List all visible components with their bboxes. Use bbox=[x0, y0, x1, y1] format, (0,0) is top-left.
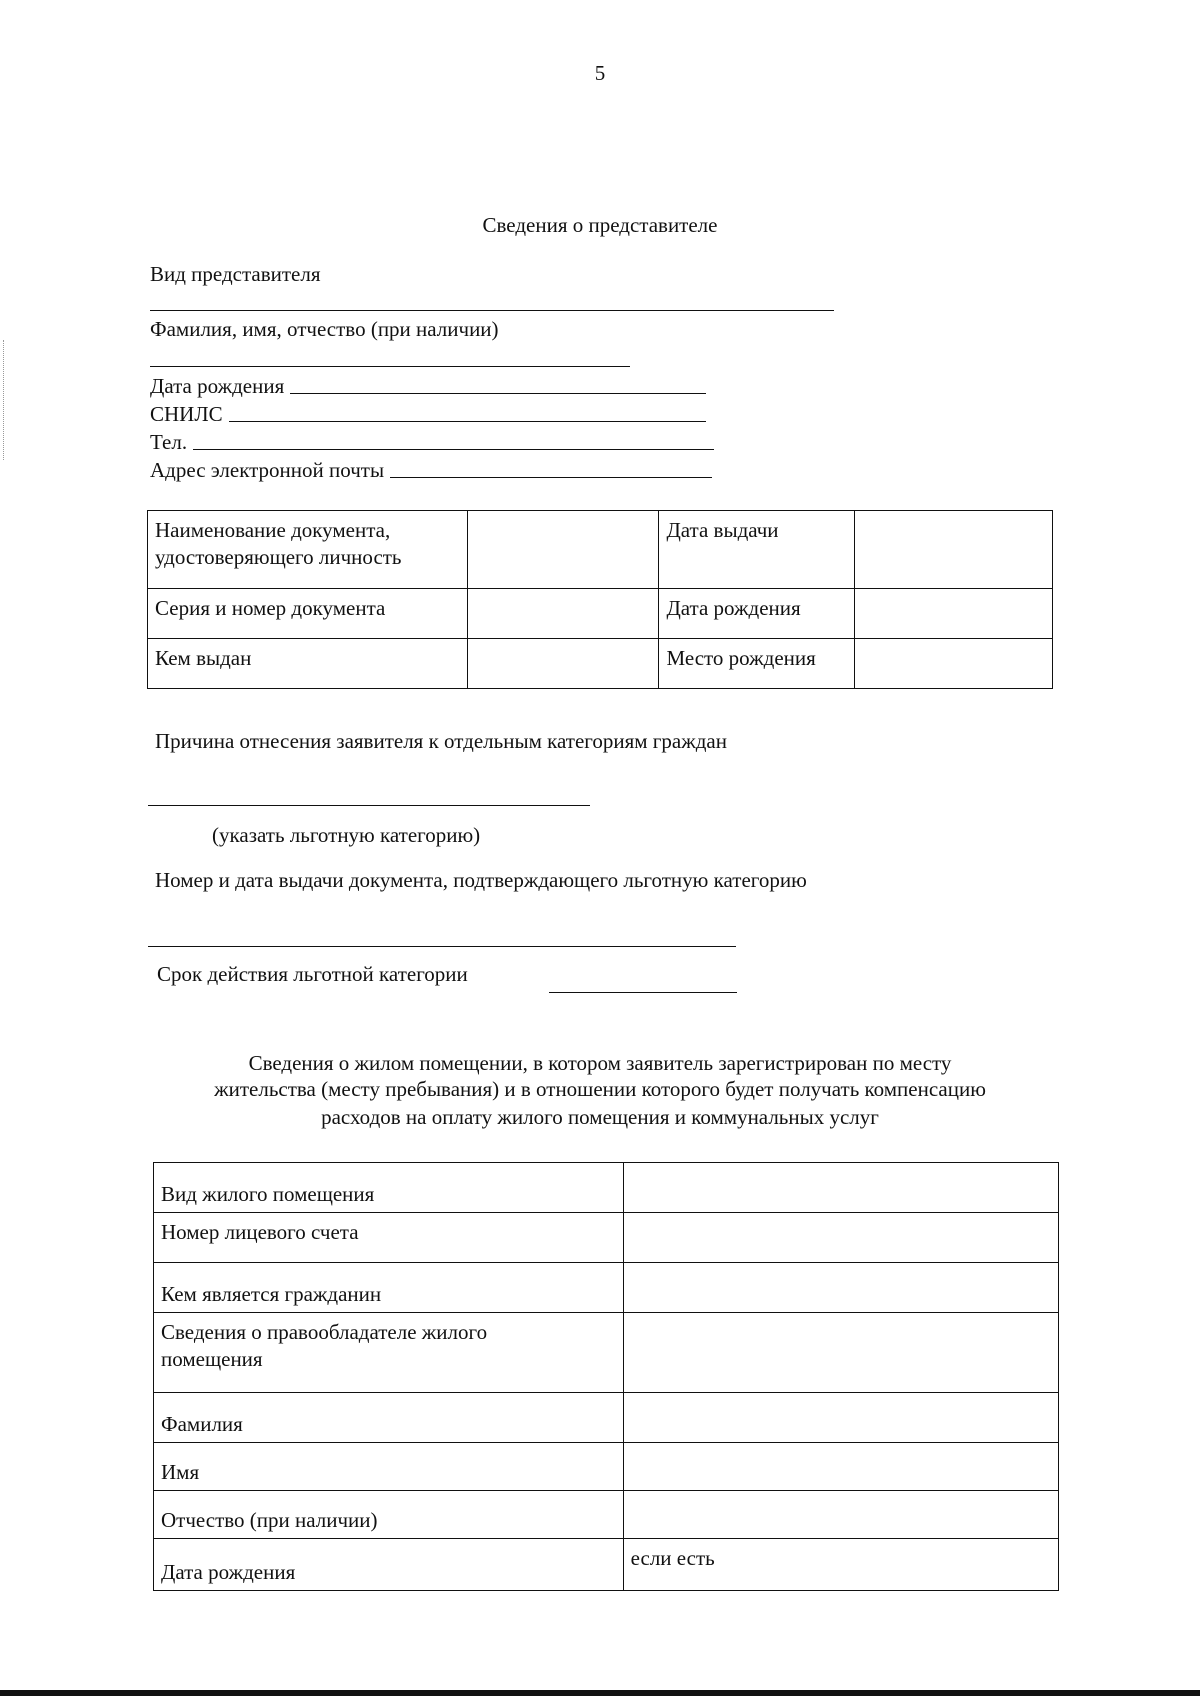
representative-phone-row bbox=[150, 430, 714, 454]
representative-phone-label: Тел. bbox=[150, 430, 188, 454]
id-document-table bbox=[147, 510, 1053, 689]
table-row bbox=[154, 1163, 1059, 1213]
category-validity-field[interactable] bbox=[549, 992, 737, 993]
representative-birth-date-row bbox=[150, 374, 706, 398]
category-validity-label: Срок действия льготной категории bbox=[157, 962, 468, 986]
id-doc-issuer-value[interactable] bbox=[467, 639, 659, 689]
category-reason-label: Причина отнесения заявителя к отдельным категориям граждан bbox=[155, 729, 727, 753]
housing-heading-line2: жительства (месту пребывания) и в отношении которого будет получать компенсацию bbox=[214, 1077, 986, 1101]
id-doc-series-label: Серия и номер документа bbox=[148, 589, 468, 639]
id-doc-issue-date-value[interactable] bbox=[855, 511, 1053, 589]
housing-owner-info-label: Сведения о правообладателе жилого помещения bbox=[154, 1313, 624, 1393]
housing-surname-value[interactable] bbox=[623, 1393, 1058, 1443]
representative-email-row bbox=[150, 458, 712, 482]
representative-type-label: Вид представителя bbox=[150, 262, 321, 286]
category-doc-label: Номер и дата выдачи документа, подтверждающего льготную категорию bbox=[155, 868, 807, 892]
representative-snils-label: СНИЛС bbox=[150, 402, 223, 426]
id-doc-issuer-label: Кем выдан bbox=[148, 639, 468, 689]
representative-birth-date-field[interactable] bbox=[290, 393, 706, 394]
housing-heading-line1: Сведения о жилом помещении, в котором заявитель зарегистрирован по месту bbox=[248, 1051, 952, 1075]
housing-citizen-role-value[interactable] bbox=[623, 1263, 1058, 1313]
housing-surname-label: Фамилия bbox=[154, 1393, 624, 1443]
scan-bottom-edge bbox=[0, 1690, 1200, 1696]
table-row bbox=[154, 1313, 1059, 1393]
housing-name-value[interactable] bbox=[623, 1443, 1058, 1491]
category-reason-field[interactable] bbox=[148, 805, 590, 806]
representative-birth-date-label: Дата рождения bbox=[150, 374, 285, 398]
housing-heading-line3: расходов на оплату жилого помещения и коммунальных услуг bbox=[321, 1105, 879, 1129]
id-doc-birth-date-value[interactable] bbox=[855, 589, 1053, 639]
housing-birth-date-label: Дата рождения bbox=[154, 1539, 624, 1591]
id-doc-name-label: Наименование документа, удостоверяющего личность bbox=[148, 511, 468, 589]
table-row bbox=[148, 639, 1053, 689]
representative-snils-row bbox=[150, 402, 706, 426]
table-row bbox=[154, 1539, 1059, 1591]
representative-phone-field[interactable] bbox=[193, 449, 714, 450]
representative-email-field[interactable] bbox=[390, 477, 712, 478]
housing-owner-info-value[interactable] bbox=[623, 1313, 1058, 1393]
representative-heading: Сведения о представителе bbox=[482, 213, 718, 237]
housing-patronymic-value[interactable] bbox=[623, 1491, 1058, 1539]
table-row bbox=[154, 1263, 1059, 1313]
id-doc-series-value[interactable] bbox=[467, 589, 659, 639]
housing-type-label: Вид жилого помещения bbox=[154, 1163, 624, 1213]
category-reason-hint: (указать льготную категорию) bbox=[212, 823, 481, 847]
id-doc-birth-date-label: Дата рождения bbox=[659, 589, 855, 639]
representative-fio-label: Фамилия, имя, отчество (при наличии) bbox=[150, 317, 499, 341]
housing-table bbox=[153, 1162, 1059, 1591]
housing-citizen-role-label: Кем является гражданин bbox=[154, 1263, 624, 1313]
representative-type-field[interactable] bbox=[150, 310, 834, 311]
table-row bbox=[154, 1393, 1059, 1443]
representative-fio-field[interactable] bbox=[150, 366, 630, 367]
housing-account-label: Номер лицевого счета bbox=[154, 1213, 624, 1263]
housing-patronymic-label: Отчество (при наличии) bbox=[154, 1491, 624, 1539]
table-row bbox=[154, 1443, 1059, 1491]
category-doc-field[interactable] bbox=[148, 946, 736, 947]
table-row bbox=[148, 511, 1053, 589]
housing-type-value[interactable] bbox=[623, 1163, 1058, 1213]
page-number: 5 bbox=[594, 61, 606, 85]
table-row bbox=[148, 589, 1053, 639]
housing-name-label: Имя bbox=[154, 1443, 624, 1491]
scan-edge-mark bbox=[3, 340, 4, 460]
housing-birth-date-value[interactable]: если есть bbox=[623, 1539, 1058, 1591]
id-doc-birth-place-value[interactable] bbox=[855, 639, 1053, 689]
housing-account-value[interactable] bbox=[623, 1213, 1058, 1263]
table-row bbox=[154, 1213, 1059, 1263]
id-doc-issue-date-label: Дата выдачи bbox=[659, 511, 855, 589]
representative-email-label: Адрес электронной почты bbox=[150, 458, 385, 482]
id-doc-name-value[interactable] bbox=[467, 511, 659, 589]
representative-snils-field[interactable] bbox=[229, 421, 706, 422]
table-row bbox=[154, 1491, 1059, 1539]
id-doc-birth-place-label: Место рождения bbox=[659, 639, 855, 689]
